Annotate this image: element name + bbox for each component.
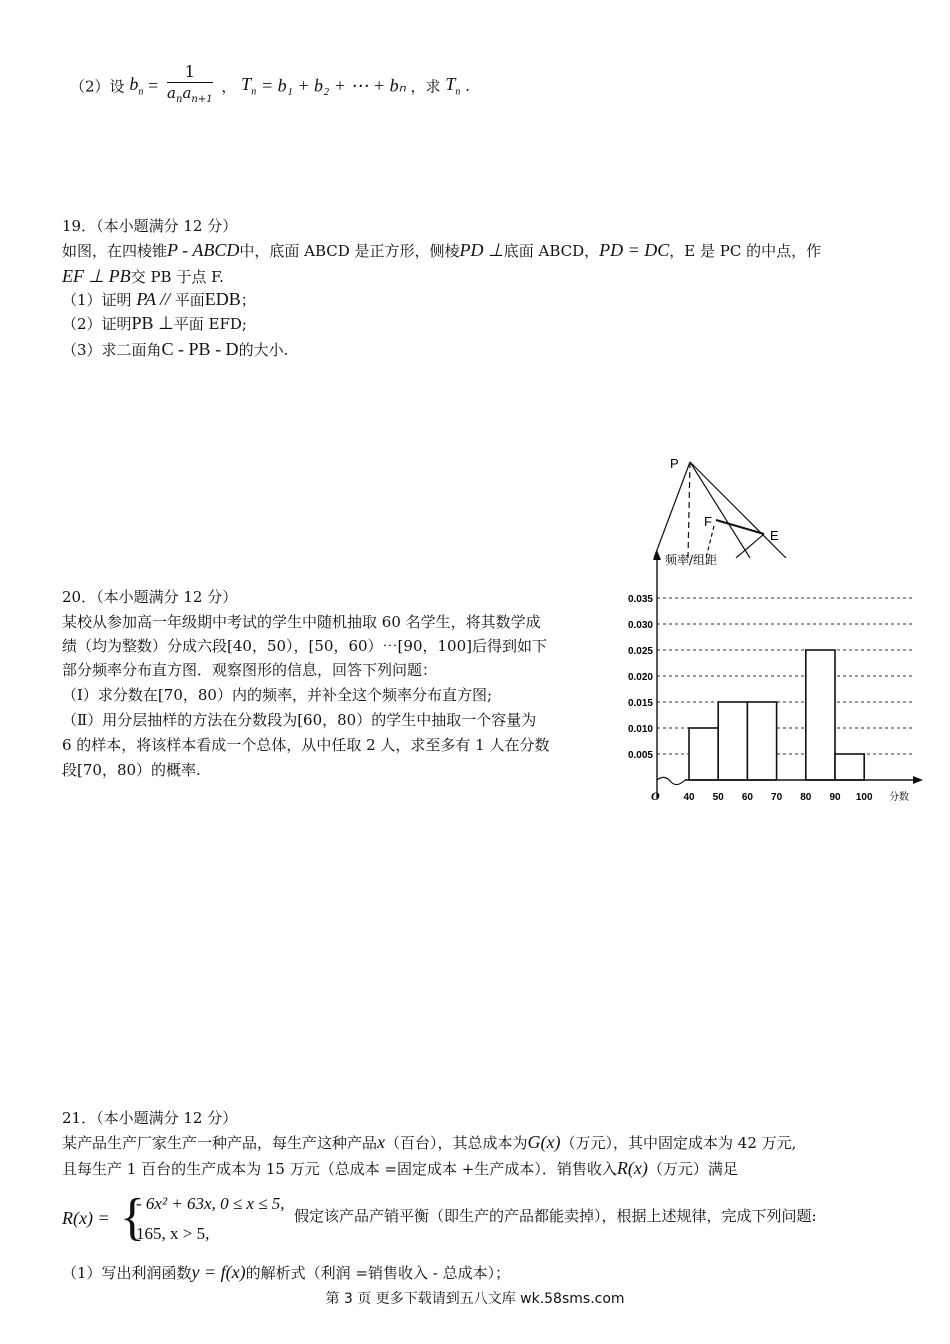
q20-line-3: 部分频率分布直方图．观察图形的信息，回答下列问题： [62,661,438,679]
pyramid-figure [640,448,790,558]
x-axis-label: 分数 [889,792,909,803]
label-e: E [770,528,779,543]
y-tick-label: 0.020 [627,672,653,683]
q21-line3: 假定该产品产销平衡（即生产的产品都能卖掉），根据上述规律，完成下列问题: [294,1207,817,1225]
sum-expression: = b₁ + b₂ + ⋯ + bₙ [260,75,406,96]
y-tick-label: 0.005 [627,750,653,761]
bar-60-70 [747,702,776,780]
x-tick-label: 40 [683,792,695,803]
q20-line-5: （Ⅱ）用分层抽样的方法在分数段为[60，80）的学生中抽取一个容量为 [62,711,537,729]
q21-line2: 且每生产 1 百台的生产成本为 15 万元（总成本 =固定成本 +生产成本）．销售收入R(x)（万元）满足 [62,1158,738,1178]
b-n: $b_n$ [129,74,144,98]
y-tick-label: 0.010 [627,724,653,735]
q19-header: 19．（本小题满分 12 分） [62,217,238,235]
x-tick-label: 70 [771,792,783,803]
q19-part2: （2）证明PB ⊥平面 EFD; [62,313,247,333]
origin-label: O [651,789,660,803]
bar-90-100 [835,754,864,780]
equals: = [148,75,159,96]
fraction: $\frac{1}{a_na_{n+1}}$ [167,62,213,105]
y-tick-label: 0.015 [627,698,653,709]
q19-line1: 如图，在四棱锥P - ABCD中，底面 ABCD 是正方形，侧棱PD ⊥底面 ABCD，PD = DC，E 是 PC 的中点，作 [62,240,822,260]
y-axis-arrow [653,550,661,560]
bar-40-50 [689,728,718,780]
q21-line1: 某产品生产厂家生产一种产品，每生产这种产品x（百台），其总成本为G(x)（万元），其中固定成本为 42 万元, [62,1132,797,1152]
q18-prefix: （2）设 [70,77,125,96]
x-axis-arrow [913,776,923,784]
q20-line-2: 绩（均为整数）分成六段[40，50），[50，60）⋯[90，100]后得到如下 [62,637,547,655]
edge-pd [688,462,690,558]
brace: { [120,1189,145,1246]
case-2: 165, x > 5, [136,1224,210,1243]
q19-part1: （1）证明 PA // 平面EDB； [62,289,256,309]
x-tick-label: 100 [855,792,873,803]
x-tick-label: 90 [829,792,841,803]
y-tick-label: 0.025 [627,646,653,657]
edge-pa [654,462,690,558]
label-f: F [704,514,712,529]
bar-50-60 [718,702,747,780]
x-tick-label: 50 [712,792,724,803]
q20-line-7: 段[70，80）的概率. [62,761,201,779]
edge-pb [690,462,750,558]
bars [689,650,864,780]
case-1: - 6x² + 63x, 0 ≤ x ≤ 5, [136,1194,285,1213]
segment-ef [716,520,764,534]
q21-part1: （1）写出利润函数y = f(x)的解析式（利润 =销售收入 - 总成本）； [62,1262,511,1282]
q19-line2: EF ⊥ PB交 PB 于点 F. [62,266,224,286]
piecewise-r [62,1189,312,1252]
y-axis-label: 频率/组距 [665,553,718,567]
y-tick-label: 0.035 [627,594,653,605]
frequency-histogram [615,548,925,808]
t-n: $T_n$ [241,74,257,98]
r-lhs: R(x) = [62,1208,110,1228]
q20-line-6: 6 的样本，将该样本看成一个总体，从中任取 2 人，求至多有 1 人在分数 [62,736,550,754]
q20-line-4: （Ⅰ）求分数在[70，80）内的频率，并补全这个频率分布直方图; [62,686,493,704]
bar-80-90 [806,650,835,780]
x-axis-break [657,777,685,784]
x-tick-label: 60 [741,792,753,803]
y-tick-label: 0.030 [627,620,653,631]
q19-part3: （3）求二面角C - PB - D的大小. [62,339,289,359]
page-footer: 第 3 页 更多下载请到五八文库 wk.58sms.com [325,1291,625,1307]
q18-part2: （2）设 $b_n$ = $\frac{1}{a_na_{n+1}}$ ， $T_n = b_1 + b_2$ + ⋯ + bₙ ，求 $T_n$ . [70,62,470,112]
q20-header: 20．（本小题满分 12 分） [62,588,238,606]
edge-pc [690,462,786,558]
q21-header: 21．（本小题满分 12 分） [62,1109,238,1127]
label-p: P [670,456,679,471]
q20-line-1: 某校从参加高一年级期中考试的学生中随机抽取 60 名学生，将其数学成 [62,613,541,631]
x-tick-label: 80 [800,792,812,803]
